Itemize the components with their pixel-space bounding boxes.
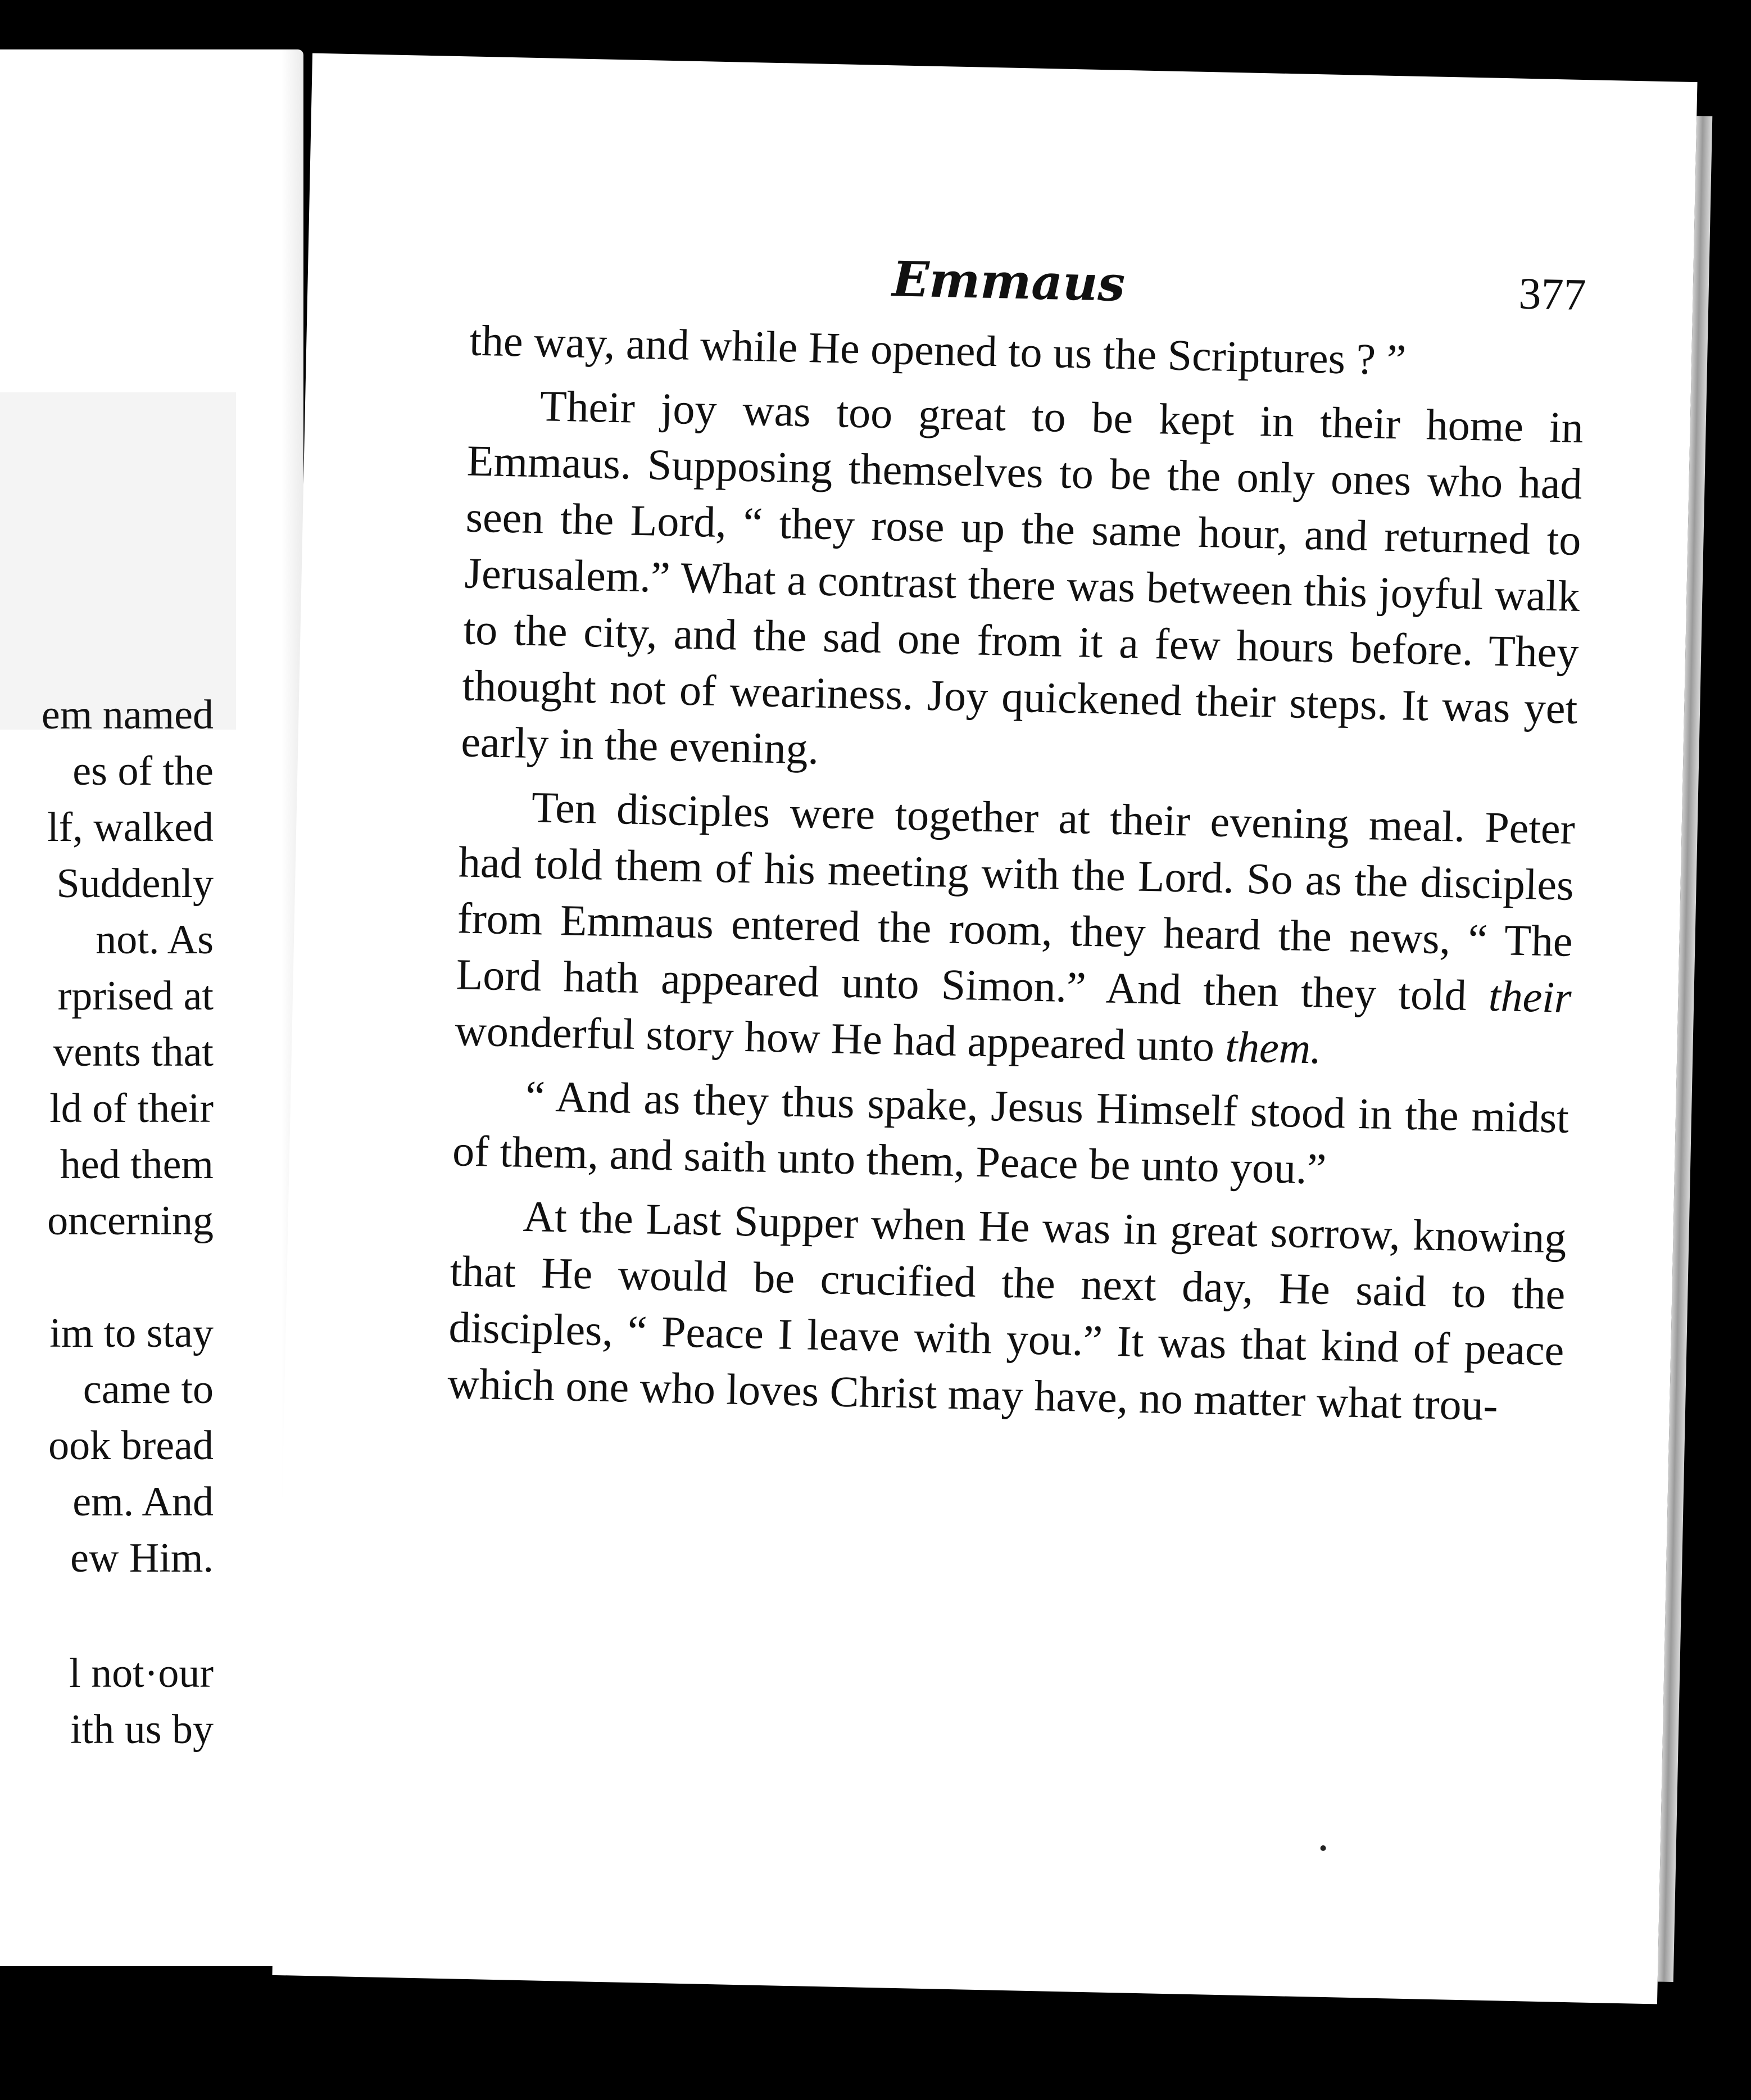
paragraph-text: the way, and while He opened to us the Scriptures ? ” (469, 315, 1407, 384)
paragraph-text: Their joy was too great to be kept in their home in Emmaus. Supposing themselves to be the only ones who had seen the Lord, “ they rose up the same hour, and returned to Jerusalem.” What a contrast there was between this joyful walk to the city, and the sad one from it a few hours before. They thought not of weariness. Joy quickened their steps. It was yet early in the evening. (460, 381, 1584, 773)
left-page-line: oncerning (47, 1198, 214, 1244)
left-page (0, 49, 303, 1966)
running-title: Emmaus (891, 251, 1126, 313)
page-number: 377 (1518, 269, 1587, 320)
left-page-line: not. As (96, 917, 214, 963)
paragraph (452, 1066, 1569, 1202)
left-page-line: im to stay (49, 1310, 214, 1356)
left-page-line: rprised at (57, 973, 214, 1019)
left-page-line: ook bread (48, 1423, 214, 1469)
left-page-line: es of the (72, 748, 214, 794)
left-page-blank-area (0, 392, 236, 730)
left-page-line: Suddenly (56, 861, 214, 907)
italic-text: their (1488, 971, 1572, 1022)
left-page-line: l not·our (69, 1650, 214, 1696)
left-page-line: ew Him. (70, 1535, 214, 1581)
left-page-line: ith us by (70, 1707, 214, 1753)
left-page-line: em. And (72, 1479, 214, 1525)
page-edge (1658, 116, 1713, 1982)
paragraph (460, 377, 1584, 793)
body-text (447, 313, 1586, 1435)
italic-text: them. (1224, 1021, 1322, 1073)
right-page (272, 53, 1697, 2004)
left-page-line: ld of their (49, 1085, 214, 1132)
ink-speck (1320, 1845, 1326, 1851)
left-page-line: hed them (60, 1142, 214, 1188)
left-page-line: lf, walked (47, 804, 214, 850)
left-page-line: came to (83, 1366, 214, 1413)
paragraph (447, 1187, 1567, 1434)
paragraph-text: wonderful story how He had appeared unto (454, 1006, 1226, 1071)
paragraph-text: Ten disciples were together at their evening meal. Peter had told them of his meeting with the Lord. So as the disciples from Emmaus entered the room, they heard the news, “ The Lord hath appeared unto Simon.” And then they told (455, 782, 1576, 1020)
paragraph-text: “ And as they thus spake, Jesus Himself stood in the midst of them, and saith unto them, Peace be unto you.” (452, 1071, 1569, 1193)
paragraph-text: At the Last Supper when He was in great sorrow, knowing that He would be crucified the next day, He said to the disciples, “ Peace I leave with you.” It was that kind of peace which one who loves Christ may have, no matter what trou- (447, 1191, 1567, 1430)
left-page-line: em named (41, 692, 214, 738)
left-page-line: vents that (53, 1029, 214, 1075)
paragraph (455, 777, 1576, 1081)
